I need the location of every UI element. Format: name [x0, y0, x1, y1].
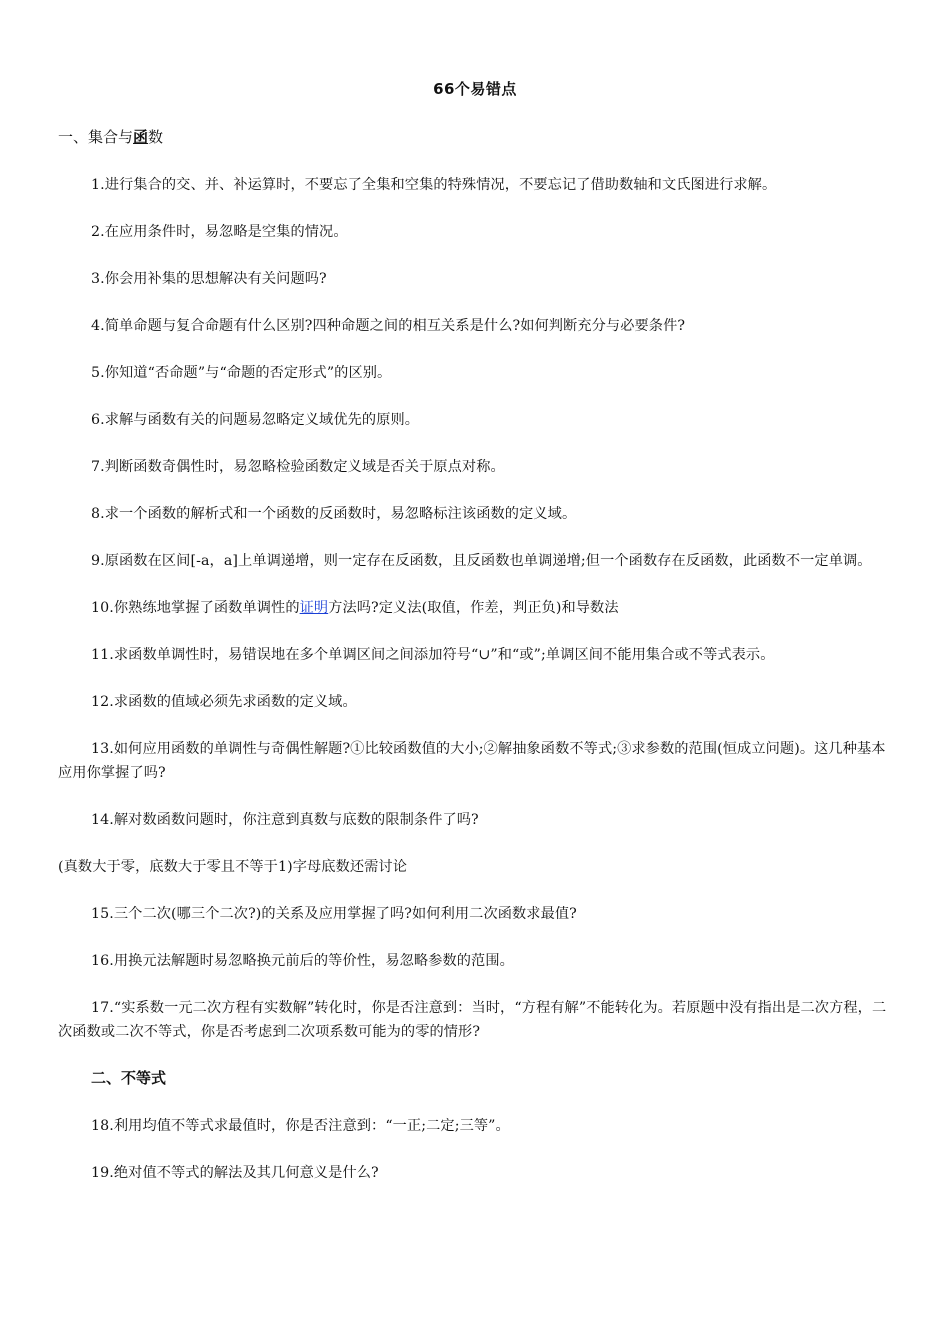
- list-item-3: 3.你会用补集的思想解决有关问题吗?: [91, 271, 327, 287]
- list-item-8: 8.求一个函数的解析式和一个函数的反函数时，易忽略标注该函数的定义域。: [91, 506, 577, 522]
- list-item-9: 9.原函数在区间[-a，a]上单调递增，则一定存在反函数，且反函数也单调递增;但一个函数存在反函数，此函数不一定单调。: [91, 553, 872, 569]
- page-title: 66个易错点: [433, 80, 517, 98]
- list-item-7: 7.判断函数奇偶性时，易忽略检验函数定义域是否关于原点对称。: [91, 459, 505, 475]
- section-heading-prefix: 一、集合与: [58, 128, 134, 146]
- list-item-12: 12.求函数的值域必须先求函数的定义域。: [91, 694, 357, 710]
- list-item-17: 17.“实系数一元二次方程有实数解”转化时，你是否注意到：当时，“方程有解”不能转化为。若原题中没有指出是二次方程，二次函数或二次不等式，你是否考虑到二次项系数可能为的零的情形?: [58, 1000, 887, 1040]
- section-heading-sets-functions: [58, 126, 896, 148]
- section-heading-underlined: 函: [133, 128, 149, 146]
- list-item-19: 19.绝对值不等式的解法及其几何意义是什么?: [91, 1165, 379, 1181]
- document-body: [58, 126, 896, 1208]
- section-heading-suffix: 数: [148, 128, 164, 146]
- list-item-10-before: 10.你熟练地掌握了函数单调性的: [91, 600, 300, 616]
- list-item-6: 6.求解与函数有关的问题易忽略定义域优先的原则。: [91, 412, 420, 428]
- list-item-16: 16.用换元法解题时易忽略换元前后的等价性，易忽略参数的范围。: [91, 953, 514, 969]
- list-item-18: 18.利用均值不等式求最值时，你是否注意到：“一正;二定;三等”。: [91, 1118, 510, 1134]
- list-item-14-note: (真数大于零，底数大于零且不等于1)字母底数还需讨论: [58, 859, 408, 875]
- list-item-13: 13.如何应用函数的单调性与奇偶性解题?①比较函数值的大小;②解抽象函数不等式;③求参数的范围(恒成立问题)。这几种基本应用你掌握了吗?: [58, 741, 886, 781]
- list-item-2: 2.在应用条件时，易忽略是空集的情况。: [91, 224, 348, 240]
- list-item-11: 11.求函数单调性时，易错误地在多个单调区间之间添加符号“∪”和“或”;单调区间不能用集合或不等式表示。: [91, 647, 775, 663]
- list-item-14: 14.解对数函数问题时，你注意到真数与底数的限制条件了吗?: [91, 812, 479, 828]
- list-item-5: 5.你知道“否命题”与“命题的否定形式”的区别。: [91, 365, 392, 381]
- list-item-4: 4.简单命题与复合命题有什么区别?四种命题之间的相互关系是什么?如何判断充分与必要条件?: [91, 318, 686, 334]
- proof-link[interactable]: 证明: [299, 600, 329, 616]
- section-heading-inequalities: 二、不等式: [91, 1069, 167, 1087]
- list-item-10-after: 方法吗?定义法(取值，作差，判正负)和导数法: [328, 600, 619, 616]
- list-item-10: [58, 596, 896, 620]
- list-item-1: 1.进行集合的交、并、补运算时，不要忘了全集和空集的特殊情况，不要忘记了借助数轴和文氏图进行求解。: [91, 177, 777, 193]
- list-item-15: 15.三个二次(哪三个二次?)的关系及应用掌握了吗?如何利用二次函数求最值?: [91, 906, 577, 922]
